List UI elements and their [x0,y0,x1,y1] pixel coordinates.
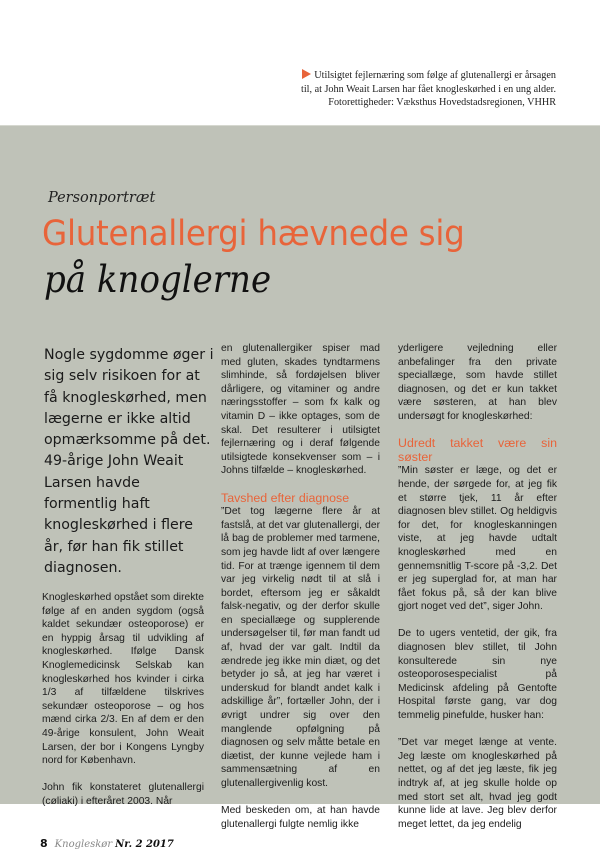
page-footer [40,837,174,852]
body-paragraph: Knogleskørhed opstået som direkte følge af en anden sygdom (også kaldet sekundær osteoporose) er en hyppig årsag til udvikling af knogleskørhed. Ifølge Dansk Knoglemedicinsk Selskab kan knogleskørhed hos kvinder i cirka 1/3 af tilfældene tilskrives sekundær osteoporose – og hos mænd cirka 2/3. En af dem er den 49-årige konsulent, John Weait Larsen, der bor i Kongens Lyngby nord for København. [42,592,204,767]
article-column-1 [42,591,204,809]
issue-number: Nr. 2 2017 [115,839,174,850]
triangle-right-icon [302,69,311,79]
body-paragraph: en glutenallergiker spiser mad med gluten, skades tyndtarmens slimhinde, så fordøjelsen bliver dårligere, og vitaminer og andre næringsstoffer – som fx kalk og vitamin D – ikke optages, som de skal. Det resulterer i utilsigtet fejlernæring og i deraf følgende utilsigtede konsekvenser som – i Johns tilfælde – knogleskørhed. [221,343,380,477]
article-column-2 [221,342,380,831]
article-kicker: Personportræt [48,190,156,206]
lead-paragraph: Nogle sygdomme øger i sig selv risikoen for at få knogleskørhed, men lægerne er ikke altid opmærksomme på det. 49-årige John Weait Larsen havde formentlig haft knogleskørhed i flere år, før han fik stillet diagnosen. [44,347,214,576]
body-paragraph: ”Det tog lægerne flere år at fastslå, at det var glutenallergi, der lå bag de problemer med tarmene, som jeg havde lidt af over længere tid. For at trænge igennem til dem var jeg virkelig nødt til at slå i bordet, eftersom jeg er såkaldt falsk-negativ, og der derfor skulle en speciallæge og supplerende undersøgelser til, før man fandt ud af, hvad der var galt. Indtil da ændrede jeg ikke min diæt, og det betyder jo så, at jeg har været i underskud for blandt andet kalk i adskillige år”, fortæller John, der i øvrigt undrer sig over den manglende opfølgning på diagnosen og selv måtte betale en diætist, der kunne vejlede ham i sammensætning af en glutenallergivenlig kost. [221,506,380,789]
article-title-line-1: Glutenallergi hævnede sig [42,214,465,254]
body-paragraph: ”Det var meget længe at vente. Jeg læste om knogleskørhed på nettet, og af det jeg læste, fik jeg indtryk af, at jeg skulle holde op med stort set alt, hvad jeg godt kunne lide at lave. Jeg blev derfor meget lettet, da jeg endelig [398,737,557,830]
body-paragraph: yderligere vejledning eller anbefalinger fra den private speciallæge, som havde stillet diagnosen, og det er kun takket være søsteren, at han blev undersøgt for knogleskørhed: [398,343,557,422]
caption-credit: Fotorettigheder: Væksthus Hovedstadsregionen, VHHR [328,97,556,109]
page-number: 8 [40,837,48,850]
magazine-name: Knogleskør [54,839,113,850]
body-paragraph: John fik konstateret glutenallergi (cøliaki) i efteråret 2003. Når [42,782,204,807]
caption-line-2: til, at John Weait Larsen har fået knogleskørhed i en ung alder. [300,83,556,95]
section-heading: Tavshed efter diagnose [221,490,350,505]
article-column-3 [398,342,557,831]
photo-caption [226,69,556,110]
article-lead [44,345,216,579]
body-paragraph: Med beskeden om, at han havde glutenallergi fulgte nemlig ikke [221,805,380,830]
article-title-line-2: på knoglerne [44,258,272,301]
body-paragraph: De to ugers ventetid, der gik, fra diagnosen blev stillet, til John konsulterede sin nye osteoporosespecialist på Medicinsk afdeling på Gentofte Hospital første gang, var dog temmelig pinefulde, husker han: [398,628,557,722]
caption-line-1: Utilsigtet fejlernæring som følge af glutenallergi er årsagen [314,70,556,81]
section-heading: Udredt takket være sin søster [398,436,557,464]
body-paragraph: ”Min søster er læge, og det er hende, der sørgede for, at jeg fik et større tjek, 11 år efter diagnosen blev stillet. Og heldigvis for det, for knogleskanningen viste, at jeg havde udtalt knogleskørhed med en gennemsnitlig T-score på -3,2. Det er jeg superglad for, at man har fået fokus på, så der kan blive gjort noget ved det”, siger John. [398,465,557,613]
